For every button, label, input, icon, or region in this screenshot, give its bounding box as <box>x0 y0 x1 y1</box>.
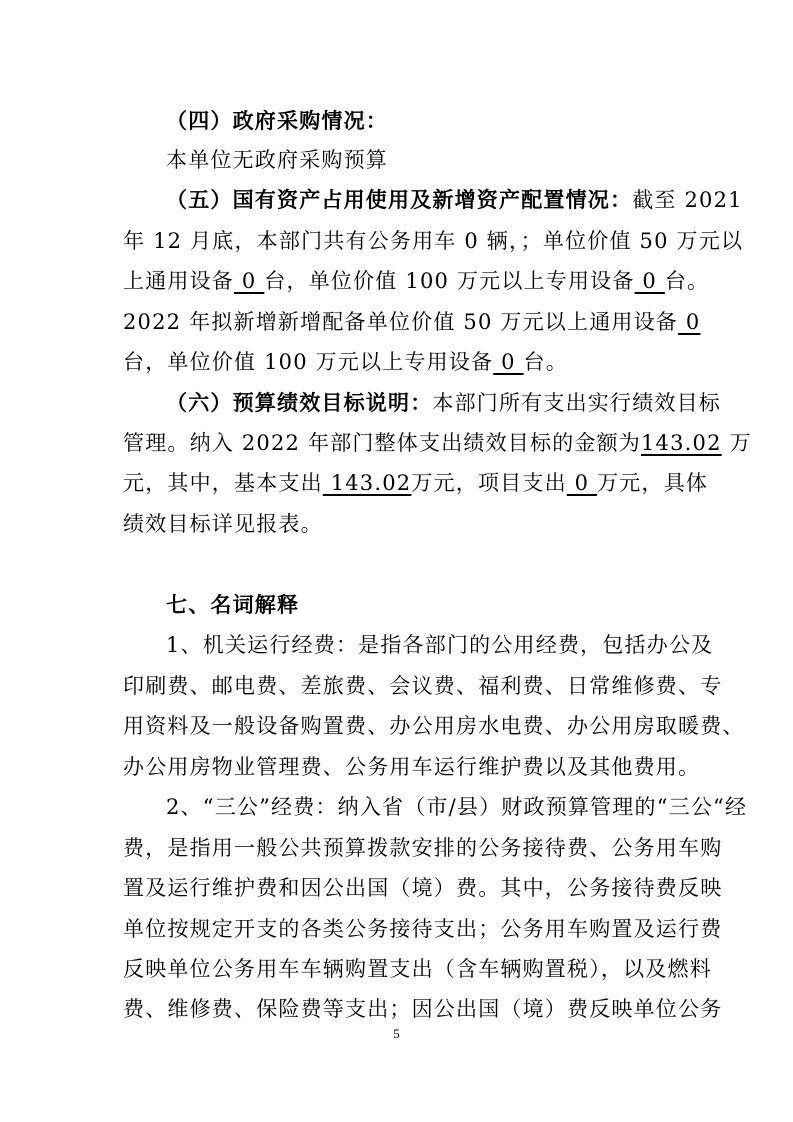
term1-line-3: 用资料及一般设备购置费、办公用房水电费、办公用房取暖费、 <box>123 714 745 738</box>
section5-line-2: 年 12 月底，本部门共有公务用车 0 辆，；单位价值 50 万元以 <box>123 229 744 253</box>
section5-line-3: 上通用设备 0 台，单位价值 100 万元以上专用设备 0 台。 <box>123 269 710 293</box>
section7-heading: 七、名词解释 <box>166 593 300 617</box>
term1-line-1: 1、机关运行经费：是指各部门的公用经费，包括办公及 <box>166 633 714 657</box>
basic-expense-amount: 143.02 <box>322 471 412 495</box>
total-performance-amount: 143.02 <box>641 431 722 455</box>
term1-line-4: 办公用房物业管理费、公务用车运行维护费以及其他费用。 <box>123 755 701 779</box>
project-expense-amount: 0 <box>566 471 598 495</box>
term2-line-5: 反映单位公务用车车辆购置支出（含车辆购置税），以及燃料 <box>123 957 712 981</box>
general-equipment-count: 0 <box>234 269 265 293</box>
page-number: 5 <box>393 1026 400 1041</box>
special-equipment-count: 0 <box>634 269 665 293</box>
section6-line-3: 元，其中，基本支出 143.02万元，项目支出 0 万元，具体 <box>123 471 709 495</box>
term1-line-2: 印刷费、邮电费、差旅费、会议费、福利费、日常维修费、专 <box>123 674 723 698</box>
section5-line-1: （五）国有资产占用使用及新增资产配置情况：截至 2021 <box>166 188 743 212</box>
term2-line-6: 费、维修费、保险费等支出；因公出国（境）费反映单位公务 <box>123 997 723 1021</box>
section6-line-2: 管理。纳入 2022 年部门整体支出绩效目标的金额为143.02 万 <box>123 431 752 455</box>
section5-line-5: 台，单位价值 100 万元以上专用设备 0 台。 <box>123 350 568 374</box>
term2-line-3: 置及运行维护费和因公出国（境）费。其中，公务接待费反映 <box>123 876 723 900</box>
section5-heading: （五）国有资产占用使用及新增资产配置情况： <box>166 188 633 212</box>
new-special-equipment-count: 0 <box>493 350 524 374</box>
section6-heading: （六）预算绩效目标说明： <box>166 391 433 415</box>
section6-line-4: 绩效目标详见报表。 <box>123 512 323 536</box>
new-general-equipment-count: 0 <box>678 310 701 334</box>
section4-heading: （四）政府采购情况： <box>166 109 388 133</box>
section6-line-1: （六）预算绩效目标说明：本部门所有支出实行绩效目标 <box>166 391 722 415</box>
term2-line-4: 单位按规定开支的各类公务接待支出；公务用车购置及运行费 <box>123 917 723 941</box>
term2-line-2: 费，是指用一般公共预算拨款安排的公务接待费、公务用车购 <box>123 836 723 860</box>
section5-line-4: 2022 年拟新增新增配备单位价值 50 万元以上通用设备 0 <box>123 310 701 334</box>
section4-body: 本单位无政府采购预算 <box>166 148 388 172</box>
term2-line-1: 2、“三公”经费：纳入省（市/县）财政预算管理的“三公“经 <box>166 795 748 819</box>
